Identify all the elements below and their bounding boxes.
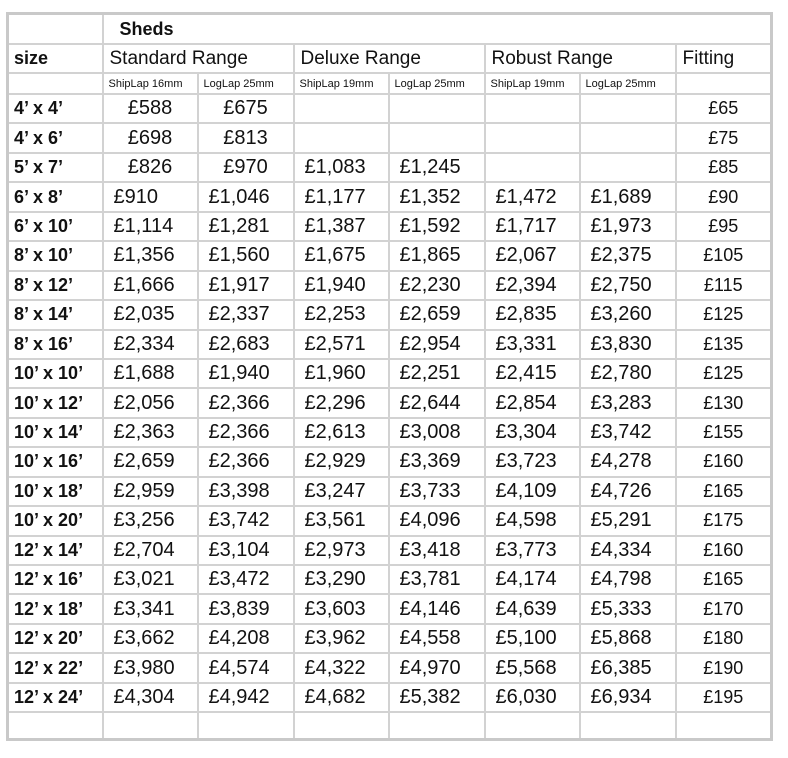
price-cell: £588 <box>103 94 198 123</box>
price-cell: £4,598 <box>485 506 580 535</box>
price-cell <box>294 123 389 152</box>
price-cell: £1,281 <box>198 212 294 241</box>
size-cell: 10’ x 14’ <box>8 418 103 447</box>
fitting-price-cell: £190 <box>676 653 772 682</box>
blank-cell <box>485 712 580 740</box>
price-cell: £1,666 <box>103 271 198 300</box>
size-cell: 12’ x 24’ <box>8 683 103 712</box>
price-cell: £2,854 <box>485 388 580 417</box>
price-cell: £4,096 <box>389 506 485 535</box>
price-cell: £2,366 <box>198 388 294 417</box>
price-cell <box>485 94 580 123</box>
price-cell: £3,733 <box>389 477 485 506</box>
price-cell: £6,030 <box>485 683 580 712</box>
price-cell <box>485 153 580 182</box>
price-cell: £2,056 <box>103 388 198 417</box>
price-cell: £1,177 <box>294 182 389 211</box>
empty-row <box>8 712 772 740</box>
robust-range-header: Robust Range <box>485 44 676 73</box>
price-cell: £2,683 <box>198 330 294 359</box>
blank-cell <box>676 712 772 740</box>
table-row <box>8 123 772 152</box>
price-cell: £2,613 <box>294 418 389 447</box>
price-cell: £3,260 <box>580 300 676 329</box>
price-cell: £3,662 <box>103 624 198 653</box>
range-header-row <box>8 44 772 73</box>
size-cell: 4’ x 6’ <box>8 123 103 152</box>
size-cell: 12’ x 18’ <box>8 594 103 623</box>
price-cell: £2,659 <box>389 300 485 329</box>
table-row <box>8 241 772 270</box>
price-cell: £4,682 <box>294 683 389 712</box>
price-cell: £3,561 <box>294 506 389 535</box>
table-row <box>8 624 772 653</box>
price-cell: £2,644 <box>389 388 485 417</box>
price-cell: £4,639 <box>485 594 580 623</box>
price-cell: £813 <box>198 123 294 152</box>
table-row <box>8 536 772 565</box>
size-cell: 10’ x 12’ <box>8 388 103 417</box>
price-cell <box>389 123 485 152</box>
price-cell: £4,558 <box>389 624 485 653</box>
size-cell: 12’ x 16’ <box>8 565 103 594</box>
price-cell: £1,917 <box>198 271 294 300</box>
price-cell: £1,114 <box>103 212 198 241</box>
fitting-price-cell: £165 <box>676 477 772 506</box>
size-cell: 12’ x 14’ <box>8 536 103 565</box>
price-cell: £3,341 <box>103 594 198 623</box>
fitting-price-cell: £135 <box>676 330 772 359</box>
price-cell: £4,798 <box>580 565 676 594</box>
price-cell: £698 <box>103 123 198 152</box>
size-cell: 5’ x 7’ <box>8 153 103 182</box>
blank-cell <box>294 712 389 740</box>
table-row <box>8 447 772 476</box>
price-cell <box>485 123 580 152</box>
price-cell: £3,104 <box>198 536 294 565</box>
table-row <box>8 212 772 241</box>
material-header: ShipLap 16mm <box>103 73 198 94</box>
price-cell: £1,865 <box>389 241 485 270</box>
price-cell: £2,973 <box>294 536 389 565</box>
fitting-price-cell: £165 <box>676 565 772 594</box>
price-cell: £6,385 <box>580 653 676 682</box>
size-cell: 8’ x 16’ <box>8 330 103 359</box>
price-cell: £1,356 <box>103 241 198 270</box>
table-row <box>8 506 772 535</box>
price-cell: £2,835 <box>485 300 580 329</box>
table-title: Sheds <box>103 14 772 45</box>
fitting-price-cell: £180 <box>676 624 772 653</box>
price-cell: £6,934 <box>580 683 676 712</box>
price-cell: £2,780 <box>580 359 676 388</box>
fitting-price-cell: £125 <box>676 359 772 388</box>
price-cell: £3,398 <box>198 477 294 506</box>
fitting-price-cell: £125 <box>676 300 772 329</box>
price-cell: £4,970 <box>389 653 485 682</box>
deluxe-range-header: Deluxe Range <box>294 44 485 73</box>
fitting-price-cell: £75 <box>676 123 772 152</box>
price-cell: £4,574 <box>198 653 294 682</box>
price-cell: £3,418 <box>389 536 485 565</box>
price-cell: £2,296 <box>294 388 389 417</box>
fitting-price-cell: £65 <box>676 94 772 123</box>
size-cell: 10’ x 18’ <box>8 477 103 506</box>
price-cell: £3,472 <box>198 565 294 594</box>
price-cell: £1,083 <box>294 153 389 182</box>
price-cell: £4,322 <box>294 653 389 682</box>
price-cell: £5,382 <box>389 683 485 712</box>
price-cell: £2,659 <box>103 447 198 476</box>
price-cell: £3,839 <box>198 594 294 623</box>
material-header: ShipLap 19mm <box>485 73 580 94</box>
title-row <box>8 14 772 45</box>
table-row <box>8 153 772 182</box>
price-cell: £3,980 <box>103 653 198 682</box>
table-row <box>8 330 772 359</box>
price-cell: £2,253 <box>294 300 389 329</box>
fitting-column-header: Fitting <box>676 44 772 73</box>
price-cell: £1,245 <box>389 153 485 182</box>
price-cell: £3,256 <box>103 506 198 535</box>
price-cell: £3,283 <box>580 388 676 417</box>
price-cell: £2,929 <box>294 447 389 476</box>
price-cell: £3,247 <box>294 477 389 506</box>
table-row <box>8 594 772 623</box>
table-row <box>8 359 772 388</box>
blank-cell <box>8 712 103 740</box>
table-row <box>8 418 772 447</box>
price-cell: £3,021 <box>103 565 198 594</box>
price-cell <box>294 94 389 123</box>
table-row <box>8 653 772 682</box>
fitting-price-cell: £155 <box>676 418 772 447</box>
size-cell: 8’ x 12’ <box>8 271 103 300</box>
price-cell: £1,717 <box>485 212 580 241</box>
price-cell: £2,704 <box>103 536 198 565</box>
fitting-price-cell: £160 <box>676 536 772 565</box>
blank-cell <box>198 712 294 740</box>
blank-cell <box>580 712 676 740</box>
size-cell: 4’ x 4’ <box>8 94 103 123</box>
fitting-price-cell: £90 <box>676 182 772 211</box>
price-table <box>6 12 773 741</box>
material-header: ShipLap 19mm <box>294 73 389 94</box>
price-cell: £1,046 <box>198 182 294 211</box>
price-cell: £2,415 <box>485 359 580 388</box>
price-cell: £1,940 <box>198 359 294 388</box>
price-cell: £2,251 <box>389 359 485 388</box>
table-row <box>8 477 772 506</box>
price-cell: £1,592 <box>389 212 485 241</box>
size-cell: 12’ x 22’ <box>8 653 103 682</box>
table-row <box>8 683 772 712</box>
price-cell: £5,568 <box>485 653 580 682</box>
table-row <box>8 182 772 211</box>
material-header: LogLap 25mm <box>198 73 294 94</box>
blank-cell <box>8 73 103 94</box>
price-cell: £2,366 <box>198 418 294 447</box>
size-cell: 10’ x 20’ <box>8 506 103 535</box>
price-cell: £4,208 <box>198 624 294 653</box>
price-cell: £2,337 <box>198 300 294 329</box>
price-cell: £2,750 <box>580 271 676 300</box>
blank-cell <box>676 73 772 94</box>
table-row <box>8 565 772 594</box>
price-cell: £5,100 <box>485 624 580 653</box>
fitting-price-cell: £105 <box>676 241 772 270</box>
price-cell: £826 <box>103 153 198 182</box>
price-cell: £3,742 <box>198 506 294 535</box>
price-cell: £675 <box>198 94 294 123</box>
price-cell: £4,304 <box>103 683 198 712</box>
price-cell: £1,472 <box>485 182 580 211</box>
price-cell: £2,334 <box>103 330 198 359</box>
price-cell: £3,781 <box>389 565 485 594</box>
price-cell: £2,230 <box>389 271 485 300</box>
table-row <box>8 271 772 300</box>
fitting-price-cell: £175 <box>676 506 772 535</box>
price-cell: £5,868 <box>580 624 676 653</box>
price-cell: £3,603 <box>294 594 389 623</box>
size-cell: 12’ x 20’ <box>8 624 103 653</box>
price-cell: £1,352 <box>389 182 485 211</box>
price-cell: £3,742 <box>580 418 676 447</box>
price-cell: £3,008 <box>389 418 485 447</box>
price-cell: £1,387 <box>294 212 389 241</box>
price-cell: £2,363 <box>103 418 198 447</box>
price-cell: £2,954 <box>389 330 485 359</box>
standard-range-header: Standard Range <box>103 44 294 73</box>
material-header: LogLap 25mm <box>580 73 676 94</box>
table-row <box>8 94 772 123</box>
table-row <box>8 388 772 417</box>
size-cell: 10’ x 16’ <box>8 447 103 476</box>
blank-cell <box>8 14 103 45</box>
price-cell: £1,689 <box>580 182 676 211</box>
blank-cell <box>389 712 485 740</box>
price-cell: £910 <box>103 182 198 211</box>
price-cell: £3,773 <box>485 536 580 565</box>
size-cell: 6’ x 8’ <box>8 182 103 211</box>
size-cell: 6’ x 10’ <box>8 212 103 241</box>
material-header: LogLap 25mm <box>389 73 485 94</box>
fitting-price-cell: £170 <box>676 594 772 623</box>
size-cell: 8’ x 10’ <box>8 241 103 270</box>
price-cell: £3,962 <box>294 624 389 653</box>
price-cell: £2,067 <box>485 241 580 270</box>
size-cell: 8’ x 14’ <box>8 300 103 329</box>
price-cell: £2,366 <box>198 447 294 476</box>
size-column-header: size <box>8 44 103 73</box>
price-cell: £4,942 <box>198 683 294 712</box>
price-cell: £3,830 <box>580 330 676 359</box>
price-cell <box>580 153 676 182</box>
price-cell: £5,291 <box>580 506 676 535</box>
price-cell: £1,560 <box>198 241 294 270</box>
table-row <box>8 300 772 329</box>
price-cell: £3,369 <box>389 447 485 476</box>
fitting-price-cell: £115 <box>676 271 772 300</box>
fitting-price-cell: £85 <box>676 153 772 182</box>
fitting-price-cell: £95 <box>676 212 772 241</box>
price-cell: £4,174 <box>485 565 580 594</box>
fitting-price-cell: £130 <box>676 388 772 417</box>
price-cell: £5,333 <box>580 594 676 623</box>
price-cell: £1,973 <box>580 212 676 241</box>
size-cell: 10’ x 10’ <box>8 359 103 388</box>
price-cell: £1,940 <box>294 271 389 300</box>
price-cell: £4,334 <box>580 536 676 565</box>
price-cell: £1,960 <box>294 359 389 388</box>
price-cell: £1,688 <box>103 359 198 388</box>
price-cell: £1,675 <box>294 241 389 270</box>
price-cell: £3,290 <box>294 565 389 594</box>
material-header-row <box>8 73 772 94</box>
price-cell: £4,278 <box>580 447 676 476</box>
fitting-price-cell: £160 <box>676 447 772 476</box>
price-cell <box>580 94 676 123</box>
price-cell: £3,304 <box>485 418 580 447</box>
price-cell: £3,331 <box>485 330 580 359</box>
price-cell: £2,035 <box>103 300 198 329</box>
price-cell <box>389 94 485 123</box>
blank-cell <box>103 712 198 740</box>
price-cell: £970 <box>198 153 294 182</box>
price-cell: £2,394 <box>485 271 580 300</box>
price-cell: £2,375 <box>580 241 676 270</box>
price-cell: £4,726 <box>580 477 676 506</box>
price-cell <box>580 123 676 152</box>
price-cell: £2,571 <box>294 330 389 359</box>
price-cell: £4,109 <box>485 477 580 506</box>
price-cell: £4,146 <box>389 594 485 623</box>
price-cell: £2,959 <box>103 477 198 506</box>
price-cell: £3,723 <box>485 447 580 476</box>
fitting-price-cell: £195 <box>676 683 772 712</box>
